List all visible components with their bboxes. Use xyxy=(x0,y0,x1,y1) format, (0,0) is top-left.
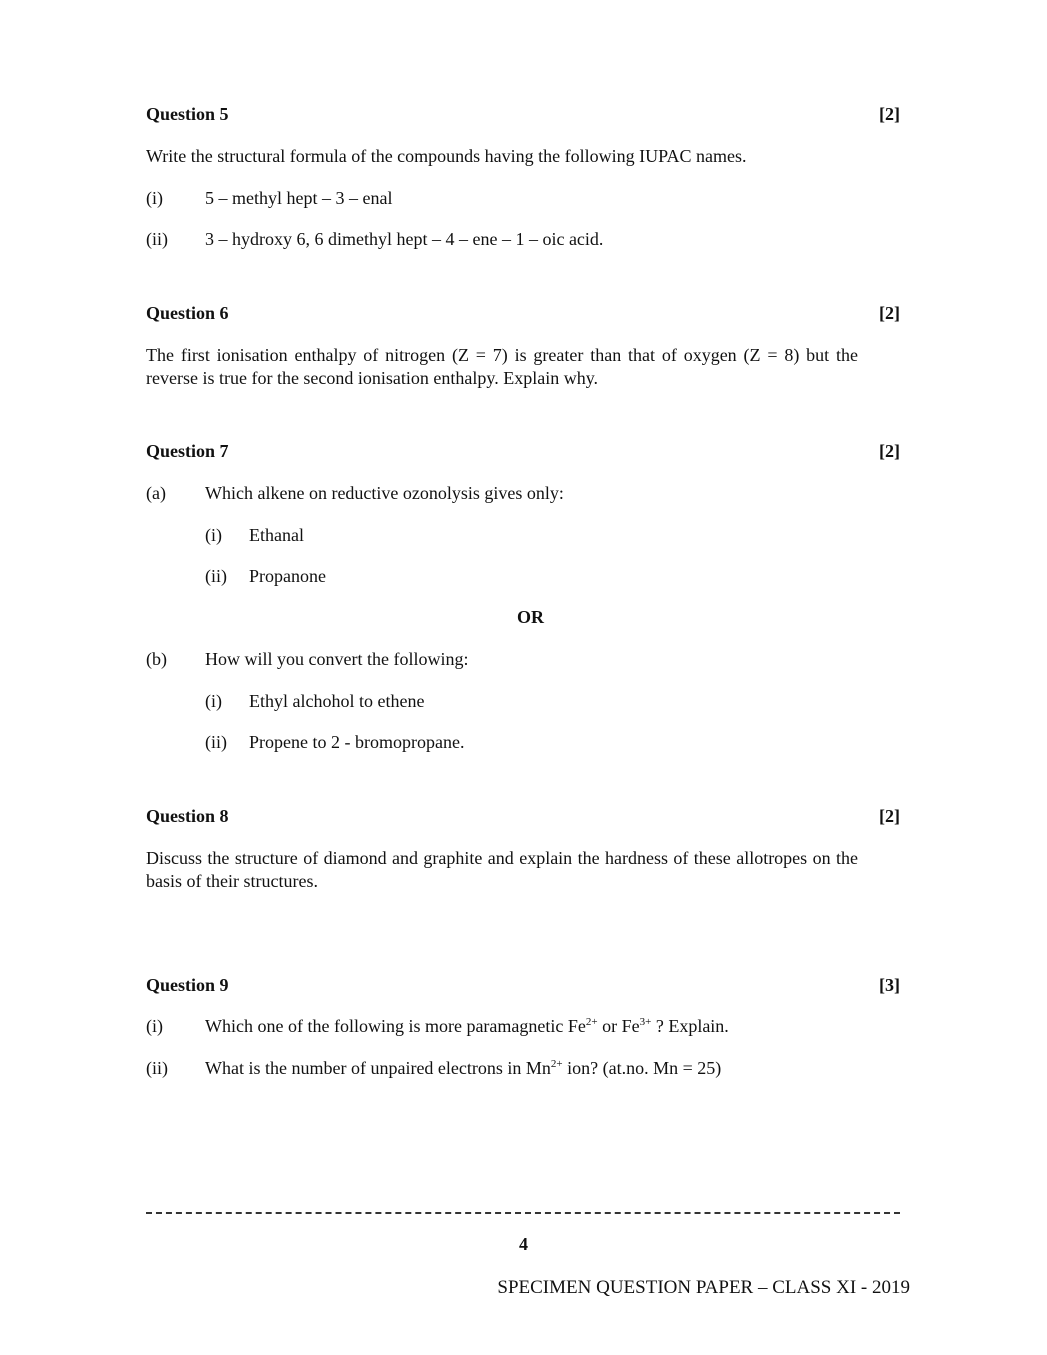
question-9-header xyxy=(146,975,900,996)
question-title: Question 9 xyxy=(146,975,229,995)
part-label: (a) xyxy=(146,483,166,503)
question-title: Question 8 xyxy=(146,806,229,826)
sub-item-label: (i) xyxy=(205,691,222,711)
question-5-header xyxy=(146,104,900,125)
page-number: 4 xyxy=(519,1234,528,1254)
question-marks: [2] xyxy=(879,303,900,323)
question-marks: [2] xyxy=(879,806,900,826)
question-marks: [2] xyxy=(879,441,900,461)
sub-item-label: (ii) xyxy=(205,732,227,752)
question-title: Question 5 xyxy=(146,104,229,124)
sub-item-text: Propanone xyxy=(249,566,326,586)
superscript-charge: 2+ xyxy=(585,1016,598,1028)
question-7-header xyxy=(146,441,900,462)
sub-item-text: Ethyl alchohol to ethene xyxy=(249,691,425,711)
item-label: (ii) xyxy=(146,1058,168,1078)
text-segment: What is the number of unpaired electrons in Mn xyxy=(205,1058,551,1078)
item-text: 3 – hydroxy 6, 6 dimethyl hept – 4 – ene – 1 – oic acid. xyxy=(205,229,604,249)
item-text: 5 – methyl hept – 3 – enal xyxy=(205,188,393,208)
sub-item-text: Propene to 2 - bromopropane. xyxy=(249,732,465,752)
item-label: (ii) xyxy=(146,229,168,249)
question-title: Question 7 xyxy=(146,441,229,461)
text-segment: Which one of the following is more paramagnetic Fe xyxy=(205,1016,586,1036)
item-text xyxy=(205,1016,729,1037)
question-marks: [2] xyxy=(879,104,900,124)
sub-item-label: (i) xyxy=(205,525,222,545)
question-marks: [3] xyxy=(879,975,900,995)
part-label: (b) xyxy=(146,649,167,669)
or-divider: OR xyxy=(517,607,544,627)
question-5-prompt: Write the structural formula of the compounds having the following IUPAC names. xyxy=(146,146,747,166)
question-6-text: The first ionisation enthalpy of nitrogen (Z = 7) is greater than that of oxygen (Z = 8) but the reverse is true for the second ionisation enthalpy. Explain why. xyxy=(146,345,858,388)
footer-title: SPECIMEN QUESTION PAPER – CLASS XI - 2019 xyxy=(497,1277,910,1298)
text-segment: or Fe xyxy=(597,1016,640,1036)
item-label: (i) xyxy=(146,1016,163,1036)
sub-item-text: Ethanal xyxy=(249,525,304,545)
question-8-header xyxy=(146,806,900,827)
superscript-charge: 2+ xyxy=(550,1058,563,1070)
superscript-charge: 3+ xyxy=(639,1016,652,1028)
footer-dashed-divider xyxy=(146,1212,900,1214)
question-6-header xyxy=(146,303,900,324)
item-label: (i) xyxy=(146,188,163,208)
part-text: Which alkene on reductive ozonolysis gives only: xyxy=(205,483,564,503)
sub-item-label: (ii) xyxy=(205,566,227,586)
text-segment: ? Explain. xyxy=(651,1016,729,1036)
question-8-text: Discuss the structure of diamond and graphite and explain the hardness of these allotropes on the basis of their structures. xyxy=(146,848,858,891)
question-title: Question 6 xyxy=(146,303,229,323)
item-text xyxy=(205,1058,721,1079)
text-segment: ion? (at.no. Mn = 25) xyxy=(562,1058,722,1078)
part-text: How will you convert the following: xyxy=(205,649,469,669)
